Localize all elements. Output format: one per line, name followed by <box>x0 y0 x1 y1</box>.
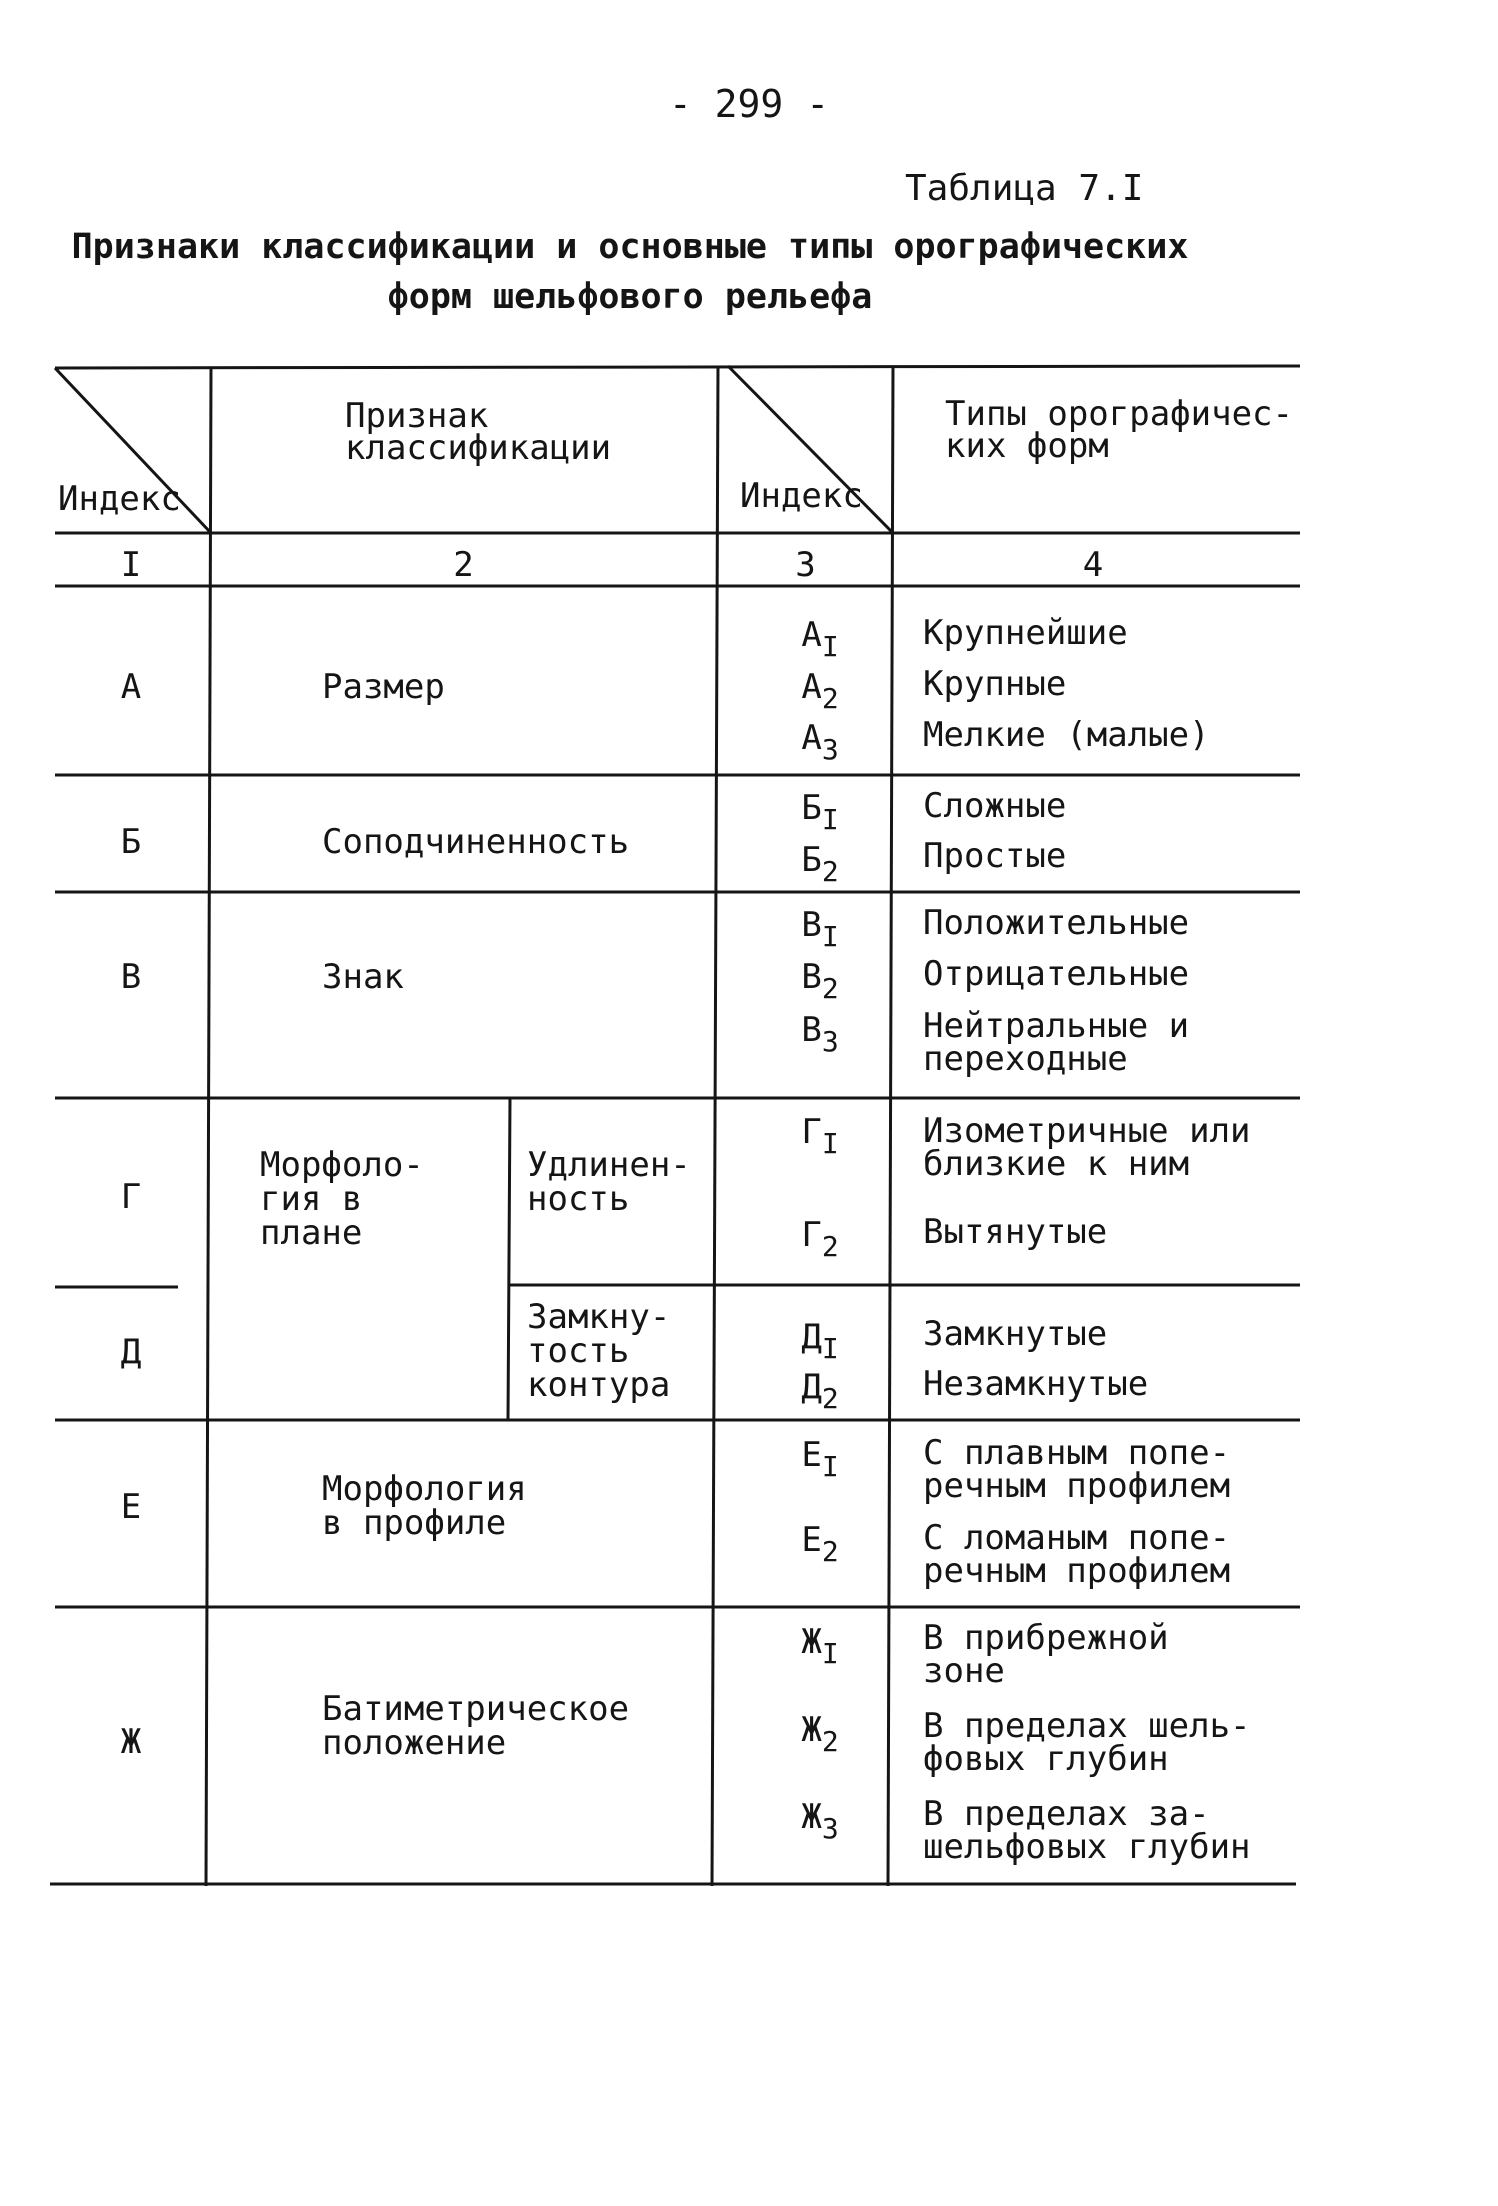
orographic-type: Положительные <box>923 903 1190 943</box>
type-code: $Г_I$ <box>801 1112 839 1160</box>
classification-feature: Морфология в профиле <box>322 1469 527 1543</box>
type-code: $В_3$ <box>801 1010 839 1058</box>
row-index: Е <box>120 1487 142 1527</box>
classification-feature: Соподчиненность <box>322 822 630 862</box>
classification-feature: Знак <box>322 957 404 997</box>
type-code: $В_2$ <box>801 957 839 1005</box>
table-number: Таблица 7.I <box>905 168 1144 209</box>
type-code: $Б_I$ <box>801 788 839 836</box>
row-index: Г <box>120 1177 142 1217</box>
orographic-type: С плавным попе- речным профилем <box>923 1433 1231 1506</box>
type-code: $Д_2$ <box>801 1367 839 1415</box>
type-code: $В_I$ <box>801 905 839 953</box>
row-index: А <box>120 667 142 707</box>
orographic-type: Крупные <box>923 664 1067 704</box>
row-index: Ж <box>120 1722 142 1762</box>
table-title: Признаки классификации и основные типы орографических форм шельфового рельефа <box>71 227 1189 317</box>
classification-feature: Размер <box>322 667 445 707</box>
type-code: $А_3$ <box>801 718 839 766</box>
orographic-type: Незамкнутые <box>923 1364 1149 1404</box>
row-index: Б <box>120 822 142 862</box>
orographic-type: В прибрежной зоне <box>923 1618 1169 1691</box>
type-code: $Ж_2$ <box>801 1710 839 1758</box>
header-classification-feature: Признак классификации <box>345 396 612 468</box>
orographic-type: Простые <box>923 836 1067 876</box>
orographic-type: С ломаным попе- речным профилем <box>923 1518 1231 1591</box>
type-code: $А_I$ <box>801 615 839 663</box>
header-index-corner-1: Индекс <box>58 479 181 519</box>
type-code: $Ж_3$ <box>801 1797 839 1845</box>
orographic-type: В пределах за- шельфовых глубин <box>923 1794 1251 1867</box>
classification-feature: Морфоло- гия в плане <box>260 1145 424 1253</box>
orographic-type: Замкнутые <box>923 1314 1108 1354</box>
orographic-type: Отрицательные <box>923 954 1190 994</box>
column-number-1: I <box>120 545 142 585</box>
type-code: $Г_2$ <box>801 1215 839 1263</box>
type-code: $А_2$ <box>801 667 839 715</box>
orographic-type: Вытянутые <box>923 1212 1108 1252</box>
row-index: Д <box>120 1332 142 1372</box>
orographic-type: В пределах шель- фовых глубин <box>923 1706 1251 1779</box>
type-code: $Ж_I$ <box>801 1622 839 1670</box>
page-number: - 299 - <box>668 82 830 126</box>
classification-subfeature: Удлинен- ность <box>527 1145 691 1219</box>
column-number-2: 2 <box>453 545 474 585</box>
header-orographic-types: Типы орографичес- ких форм <box>945 394 1293 466</box>
header-index-corner-2: Индекс <box>740 476 863 516</box>
classification-feature: Батиметрическое положение <box>322 1689 630 1763</box>
row-index: В <box>120 957 142 997</box>
type-code: $Д_I$ <box>801 1317 839 1365</box>
orographic-type: Мелкие (малые) <box>923 715 1210 755</box>
orographic-type: Крупнейшие <box>923 613 1128 653</box>
column-number-4: 4 <box>1082 545 1104 585</box>
classification-subfeature: Замкну- тость контура <box>527 1297 671 1405</box>
orographic-type: Нейтральные и переходные <box>923 1006 1190 1079</box>
type-code: $Б_2$ <box>801 840 839 888</box>
type-code: $Е_2$ <box>801 1520 839 1568</box>
orographic-type: Сложные <box>923 786 1067 826</box>
type-code: $Е_I$ <box>801 1435 839 1483</box>
column-number-3: 3 <box>795 545 816 585</box>
orographic-type: Изометричные или близкие к ним <box>923 1111 1251 1184</box>
